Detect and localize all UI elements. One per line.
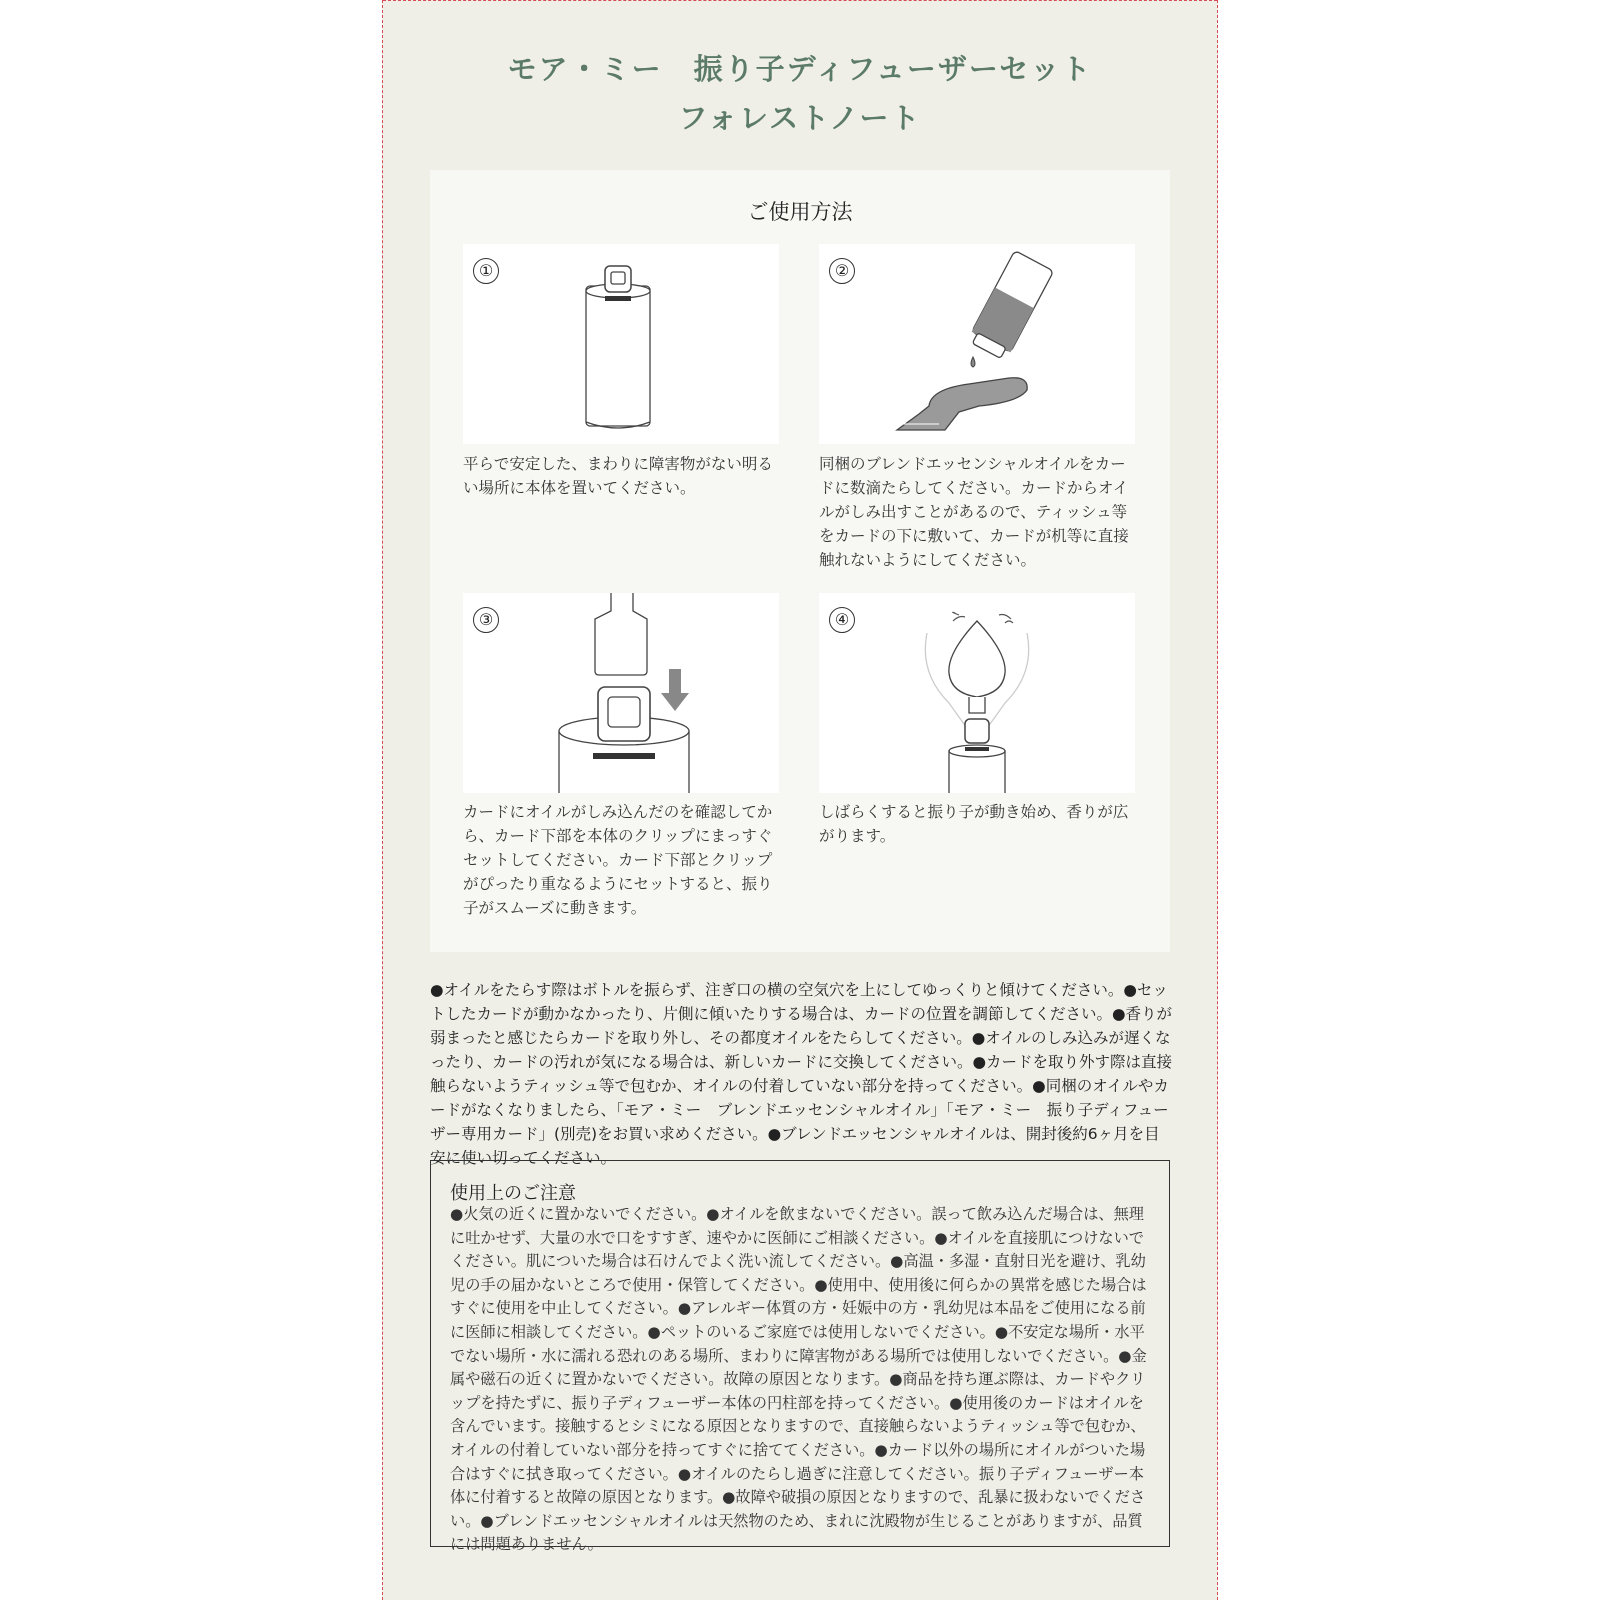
step-1-number: ①: [473, 258, 499, 284]
oil-bottle-icon: [819, 244, 1135, 444]
step-1-text: 平らで安定した、まわりに障害物がない明るい場所に本体を置いてください。: [463, 455, 773, 497]
step-3-illustration: [463, 593, 779, 793]
caution-body: ●火気の近くに置かないでください。●オイルを飲まないでください。誤って飲み込んだ場合は、無理に吐かせず、大量の水で口をすすぎ、速やかに医師にご相談ください。●オイルを直接肌につけないでください。肌についた場合は石けんでよく洗い流してください。●高温・多湿・直射日光を避け、乳幼児の手の届かないところで使用・保管してください。●使用中、使用後に何らかの異常を感じた場合はすぐに使用を中止してください。●アレルギー体質の方・妊娠中の方・乳幼児は本品をご使用になる前に医師に相談してください。●ペットのいるご家庭では使用しないでください。●不安定な場所・水平でない場所・水に濡れる恐れのある場所、まわりに障害物がある場所では使用しないでください。●金属や磁石の近くに置かないでください。故障の原因となります。●商品を持ち運ぶ際は、カードやクリップを持たずに、振り子ディフューザー本体の円柱部を持ってください。●使用後のカードはオイルを含んでいます。接触するとシミになる原因となりますので、直接触らないようティッシュ等で包むか、オイルの付着していない部分を持ってすぐに捨ててください。●カード以外の場所にオイルがついた場合はすぐに拭き取ってください。●オイルのたらし過ぎに注意してください。振り子ディフューザー本体に付着すると故障の原因となります。●故障や破損の原因となりますので、乱暴に扱わないでください。●ブレンドエッセンシャルオイルは天然物のため、まれに沈殿物が生じることがありますが、品質には問題ありません。: [450, 1205, 1147, 1554]
step-2-illustration: [819, 244, 1135, 444]
diffuser-body-icon: [463, 244, 779, 444]
usage-heading: ご使用方法: [747, 200, 853, 224]
card-insert-icon: [463, 593, 779, 793]
step-4-text: しばらくすると振り子が動き始め、香りが広がります。: [819, 803, 1129, 845]
swinging-pendulum-icon: [819, 593, 1135, 793]
product-title: モア・ミー 振り子ディフューザーセット: [507, 52, 1093, 86]
product-subtitle: フォレストノート: [678, 101, 922, 135]
usage-notes: ●オイルをたらす際はボトルを振らず、注ぎ口の横の空気穴を上にしてゆっくりと傾けてください。●セットしたカードが動かなかったり、片側に傾いたりする場合は、カードの位置を調節してください。●香りが弱まったと感じたらカードを取り外し、その都度オイルをたらしてください。●オイルのしみ込みが遅くなったり、カードの汚れが気になる場合は、新しいカードに交換してください。●カードを取り外す際は直接触らないようティッシュ等で包むか、オイルの付着していない部分を持ってください。●同梱のオイルやカードがなくなりましたら、「モア・ミー ブレンドエッセンシャルオイル」「モア・ミー 振り子ディフューザー専用カード」(別売)をお買い求めください。●ブレンドエッセンシャルオイルは、開封後約6ヶ月を目安に使い切ってください。: [430, 981, 1173, 1167]
step-4-number: ④: [829, 607, 855, 633]
caution-title: 使用上のご注意: [450, 1183, 576, 1204]
step-3-text: カードにオイルがしみ込んだのを確認してから、カード下部を本体のクリップにまっすぐセットしてください。カード下部とクリップがぴったり重なるようにセットすると、振り子がスムーズに動きます。: [463, 803, 773, 917]
usage-panel: [430, 170, 1170, 952]
step-3-number: ③: [473, 607, 499, 633]
caution-box: [430, 1160, 1170, 1554]
step-2-number: ②: [829, 258, 855, 284]
page-sheet: [382, 0, 1218, 1600]
step-2-text: 同梱のブレンドエッセンシャルオイルをカードに数滴たらしてください。カードからオイルがしみ出すことがあるので、ティッシュ等をカードの下に敷いて、カードが机等に直接触れないようにしてください。: [819, 455, 1129, 569]
step-1-illustration: [463, 244, 779, 444]
step-4-illustration: [819, 593, 1135, 793]
